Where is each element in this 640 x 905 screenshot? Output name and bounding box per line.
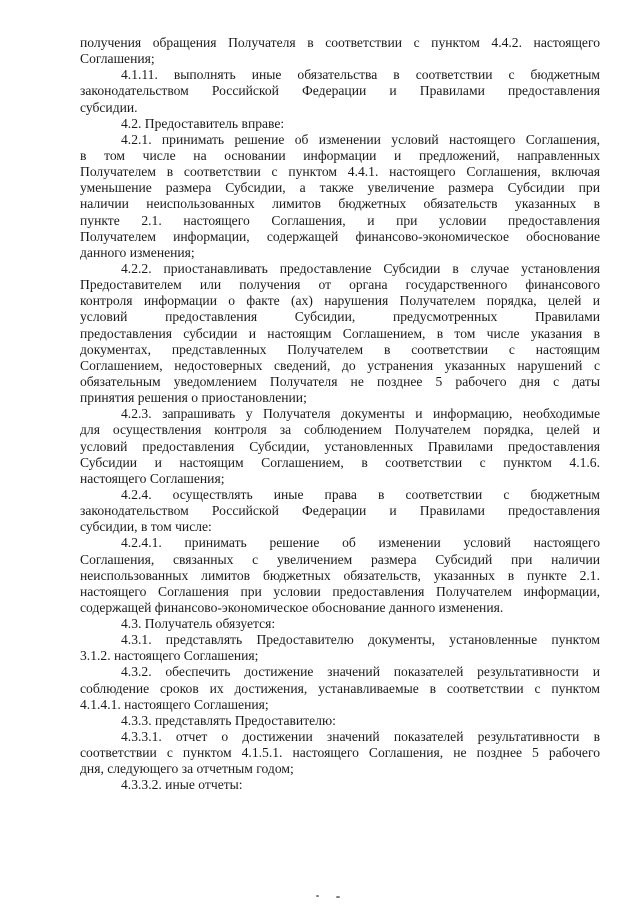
text-line: субсидии. [80, 99, 138, 115]
paragraph-first-line: 4.1.11. выполнять иные обязательства в соответствии с бюджетным [121, 67, 600, 83]
text-line: неиспользованных лимитов бюджетных обязательств, указанных в пункте 2.1. [80, 567, 600, 583]
text-line: законодательством Российской Федерации и Правилами предоставления [80, 503, 600, 519]
scan-speck [336, 896, 340, 898]
text-line: дня, следующего за отчетным годом; [80, 761, 294, 777]
text-line: Соглашения; [80, 51, 155, 67]
text-line: Получателем информации, содержащей финансово-экономическое обоснование [80, 228, 600, 244]
text-line: соответствии с пунктом 4.1.5.1. настоящего Соглашения, не позднее 5 рабочего [80, 745, 600, 761]
text-line: Получателем в соответствии с пунктом 4.4.1. настоящего Соглашения, включая [80, 164, 600, 180]
text-line: соблюдение сроков их достижения, устанавливаемые в соответствии с пунктом [80, 680, 600, 696]
paragraph-first-line: 4.3. Получатель обязуется: [121, 616, 276, 632]
text-line: 3.1.2. настоящего Соглашения; [80, 648, 259, 664]
text-line: настоящего Соглашения; [80, 470, 225, 486]
text-line: в том числе на основании информации и предложений, направленных [80, 147, 600, 163]
text-line: настоящего Соглашения при условии предоставления Получателем информации, [80, 583, 600, 599]
text-line: для осуществления контроля за соблюдением Получателем порядка, целей и [80, 422, 600, 438]
text-line: уменьшение размера Субсидии, а также увеличение размера Субсидии при [80, 180, 600, 196]
text-line: пункте 2.1. настоящего Соглашения, и при условии предоставления [80, 212, 600, 228]
paragraph-first-line: 4.2.4. осуществлять иные права в соответствии с бюджетным [121, 486, 600, 502]
text-line: данного изменения; [80, 244, 195, 260]
paragraph-first-line: 4.2.2. приостанавливать предоставление Субсидии в случае установления [121, 260, 600, 276]
text-line: законодательством Российской Федерации и Правилами предоставления [80, 83, 600, 99]
text-line: субсидии, в том числе: [80, 519, 212, 535]
text-line: содержащей финансово-экономическое обоснование данного изменения. [80, 599, 504, 615]
paragraph-first-line: 4.3.1. представлять Предоставителю документы, установленные пунктом [121, 632, 600, 648]
text-line: Предоставителем или получения от органа государственного финансового [80, 277, 600, 293]
text-line: Субсидии и настоящим Соглашением, в соответствии с пунктом 4.1.6. [80, 454, 600, 470]
text-line: наличии неиспользованных лимитов бюджетных обязательств указанных в [80, 196, 600, 212]
document-body [80, 35, 600, 794]
paragraph-first-line: 4.2.4.1. принимать решение об изменении условий настоящего [121, 535, 600, 551]
text-line: Соглашения, связанных с увеличением размера Субсидий при наличии [80, 551, 600, 567]
text-line: обязательным уведомлением Получателя не позднее 5 рабочего дня с даты [80, 373, 600, 389]
text-line: 4.1.4.1. настоящего Соглашения; [80, 696, 269, 712]
paragraph-first-line: 4.3.3. представлять Предоставителю: [121, 712, 336, 728]
text-line: условий предоставления Субсидии, установленных Правилами предоставления [80, 438, 600, 454]
paragraph-first-line: 4.2.1. принимать решение об изменении условий настоящего Соглашения, [121, 131, 600, 147]
scan-speck [316, 895, 319, 897]
paragraph-first-line: 4.3.2. обеспечить достижение значений показателей результативности и [121, 664, 600, 680]
text-line: документах, представленных Получателем в соответствии с настоящим [80, 341, 600, 357]
text-line: контроля информации о факте (ах) нарушения Получателем порядка, целей и [80, 293, 600, 309]
paragraph-first-line: 4.3.3.1. отчет о достижении значений показателей результативности в [121, 729, 600, 745]
paragraph-first-line: 4.2.3. запрашивать у Получателя документы и информацию, необходимые [121, 406, 600, 422]
text-line: предоставления субсидии и настоящим Соглашением, в том числе указания в [80, 325, 600, 341]
text-line: условий предоставления Субсидии, предусмотренных Правилами [80, 309, 600, 325]
text-line: получения обращения Получателя в соответствии с пунктом 4.4.2. настоящего [80, 35, 600, 50]
text-line: Соглашением, недостоверных сведений, до устранения указанных нарушений с [80, 357, 600, 373]
paragraph-first-line: 4.3.3.2. иные отчеты: [121, 777, 243, 793]
paragraph-first-line: 4.2. Предоставитель вправе: [121, 115, 285, 131]
text-line: принятия решения о приостановлении; [80, 390, 307, 406]
